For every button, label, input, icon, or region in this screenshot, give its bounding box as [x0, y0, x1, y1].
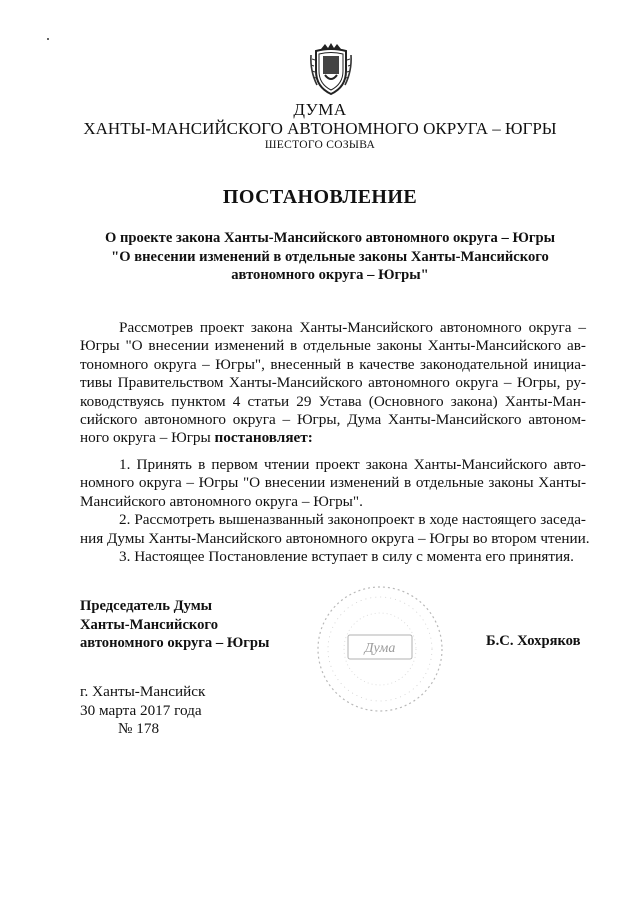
preamble-last-line: [80, 429, 586, 447]
signatory-title-line: Ханты-Мансийского: [80, 616, 218, 633]
subject-line: "О внесении изменений в отдельные законы Ханты-Мансийского: [111, 248, 549, 265]
document-subject: [80, 229, 580, 285]
preamble-line: ного округа – Югры: [80, 429, 211, 447]
preamble-line: ководствуясь пунктом 4 статьи 29 Устава (Основного закона) Ханты-Ман-: [80, 392, 586, 410]
document-type: ПОСТАНОВЛЕНИЕ: [222, 186, 418, 208]
coat-of-arms-icon: [308, 41, 354, 97]
preamble-paragraph: [80, 319, 586, 448]
document-date: 30 марта 2017 года: [80, 701, 202, 719]
resolution-items: [80, 456, 590, 566]
signatory-title-line: автономного округа – Югры: [80, 635, 270, 651]
org-name-line2: ХАНТЫ-МАНСИЙСКОГО АВТОНОМНОГО ОКРУГА – ЮГРЫ: [83, 119, 557, 138]
scan-speck: [47, 38, 49, 40]
item-line: 2. Рассмотреть вышеназванный законопроект в ходе настоящего заседа-: [119, 511, 586, 529]
item-line: 3. Настоящее Постановление вступает в силу с момента его принятия.: [119, 548, 574, 566]
seal-text: Дума: [364, 641, 396, 656]
item-line: 1. Принять в первом чтении проект закона Ханты-Мансийского авто-: [119, 456, 586, 473]
official-seal-stamp: [314, 583, 446, 715]
org-name-line1: ДУМА: [293, 100, 347, 119]
decision-word: постановляет:: [214, 429, 313, 447]
signatory-name: Б.С. Хохряков: [486, 633, 581, 649]
preamble-line: сийского автономного округа – Югры, Дума Ханты-Мансийского автоном-: [80, 411, 586, 429]
item-line: номного округа – Югры "О внесении изменений в отдельные законы Ханты-: [80, 474, 586, 492]
preamble-line: Рассмотрев проект закона Ханты-Мансийского автономного округа –: [119, 319, 586, 336]
document-place-date: [80, 683, 205, 739]
document-number: № 178: [118, 720, 160, 738]
subject-line: О проекте закона Ханты-Мансийского автономного округа – Югры: [104, 230, 556, 246]
document-place: г. Ханты-Мансийск: [80, 683, 206, 700]
preamble-line: Югры "О внесении изменений в отдельные законы Ханты-Мансийского ав-: [80, 337, 586, 355]
preamble-line: тивы Правительством Ханты-Мансийского автономного округа – Югры, ру-: [80, 374, 586, 392]
preamble-line: тономного округа – Югры", внесенный в качестве законодательной инициа-: [80, 355, 586, 373]
signatory-title: [80, 597, 269, 653]
signatory-title-line: Председатель Думы: [80, 598, 213, 614]
item-line: ния Думы Ханты-Мансийского автономного округа – Югры во втором чтении.: [80, 529, 590, 547]
item-line: Мансийского автономного округа – Югры".: [80, 492, 363, 510]
convocation: ШЕСТОГО СОЗЫВА: [264, 139, 376, 151]
subject-line: автономного округа – Югры": [231, 267, 429, 283]
